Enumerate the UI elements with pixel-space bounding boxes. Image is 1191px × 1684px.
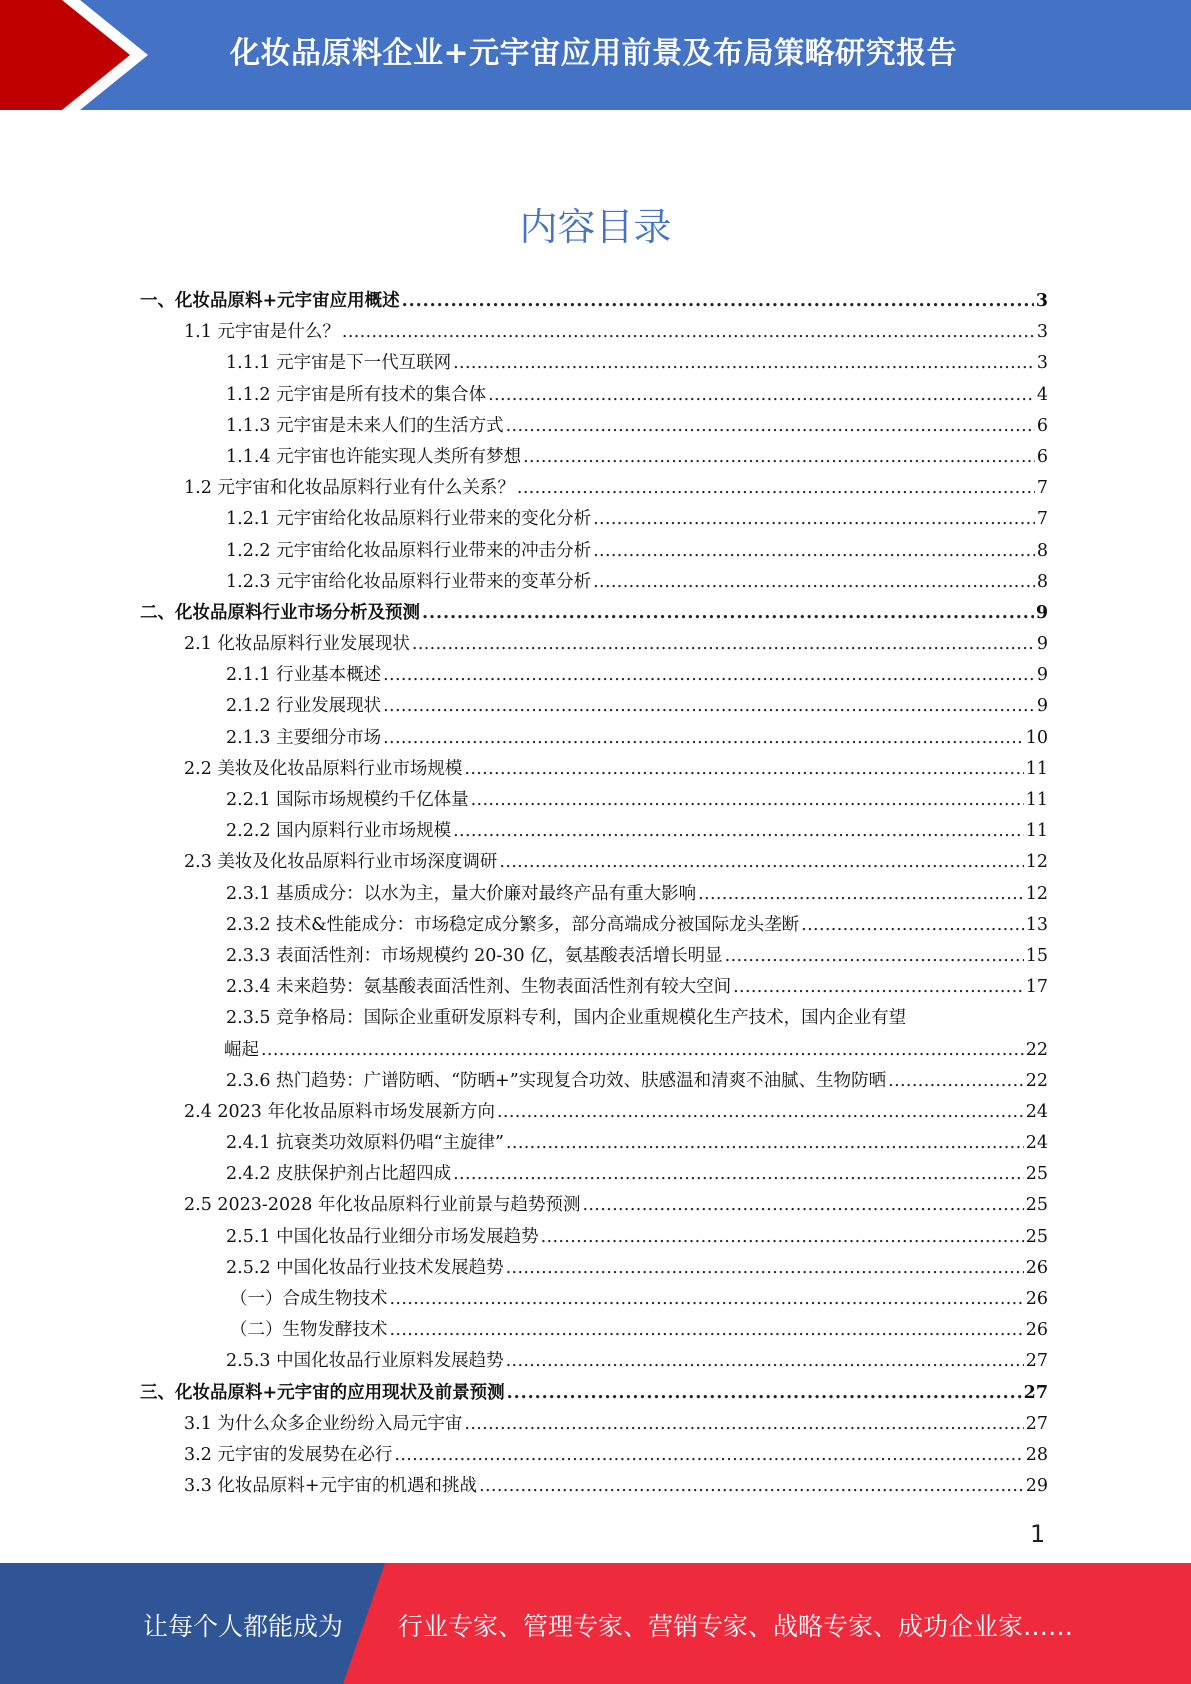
toc-entry[interactable] — [140, 1409, 1048, 1440]
toc-entry-page: 11 — [1025, 758, 1048, 779]
toc-entry-label: 2.1 化妆品原料行业发展现状 — [184, 634, 410, 655]
toc-entry-page: 3 — [1036, 353, 1048, 374]
toc-entry-label: 2.3 美妆及化妆品原料行业市场深度调研 — [184, 852, 498, 873]
toc-entry-label: 1.2.2 元宇宙给化妆品原料行业带来的冲击分析 — [226, 540, 592, 561]
toc-entry-page: 7 — [1036, 478, 1048, 499]
toc-leader-dots — [402, 286, 1034, 316]
footer-slogan-left: 让每个人都能成为 — [143, 1612, 344, 1641]
toc-entry-label: 1.1.2 元宇宙是所有技术的集合体 — [226, 384, 487, 405]
toc-entry-page: 8 — [1036, 540, 1048, 561]
toc-leader-dots — [383, 660, 1035, 690]
toc-leader-dots — [394, 1440, 1023, 1470]
toc-entry-label: 2.3.3 表面活性剂：市场规模约 20-30 亿，氨基酸表活增长明显 — [226, 945, 723, 966]
toc-leader-dots — [593, 504, 1035, 534]
toc-entry-page: 9 — [1036, 696, 1048, 717]
toc-entry-label: 2.3.4 未来趋势：氨基酸表面活性剂、生物表面活性剂有较大空间 — [226, 977, 732, 998]
toc-entry-label: （一）合成生物技术 — [230, 1289, 388, 1309]
toc-entry[interactable] — [140, 1066, 1048, 1097]
toc-chapter-entry[interactable] — [140, 286, 1048, 317]
toc-entry[interactable] — [140, 1128, 1048, 1159]
toc-leader-dots — [517, 473, 1035, 503]
toc-entry-page: 6 — [1036, 415, 1048, 436]
report-title: 化妆品原料企业+元宇宙应用前景及布局策略研究报告 — [230, 36, 958, 71]
toc-entry-page: 11 — [1025, 790, 1048, 810]
toc-entry-label: 2.5.2 中国化妆品行业技术发展趋势 — [226, 1257, 504, 1278]
toc-entry[interactable] — [140, 847, 1048, 878]
toc-entry-label: 1.2.1 元宇宙给化妆品原料行业带来的变化分析 — [226, 509, 592, 530]
toc-entry[interactable] — [140, 879, 1048, 910]
toc-leader-dots — [698, 879, 1024, 909]
toc-leader-dots — [507, 1378, 1022, 1408]
toc-leader-dots — [582, 1190, 1023, 1220]
toc-entry[interactable] — [140, 754, 1048, 785]
toc-leader-dots — [464, 754, 1023, 784]
toc-entry-page: 26 — [1025, 1320, 1048, 1341]
toc-entry-label: 3.1 为什么众多企业纷纷入局元宇宙 — [184, 1413, 463, 1434]
toc-entry[interactable] — [140, 1222, 1048, 1253]
toc-entry-page: 17 — [1025, 977, 1048, 998]
toc-entry-label: 2.2.1 国际市场规模约千亿体量 — [226, 790, 469, 810]
toc-leader-dots — [523, 442, 1035, 472]
toc-entry-label: 1.2 元宇宙和化妆品原料行业有什么关系？ — [184, 478, 515, 499]
toc-entry[interactable] — [140, 348, 1048, 379]
toc-entry[interactable] — [140, 1440, 1048, 1471]
toc-entry-page: 13 — [1025, 914, 1048, 935]
toc-entry-label: 3.3 化妆品原料+元宇宙的机遇和挑战 — [184, 1476, 478, 1497]
toc-entry-label: 1.1.3 元宇宙是未来人们的生活方式 — [226, 415, 504, 436]
toc-entry-page: 25 — [1025, 1164, 1048, 1185]
page-number: 1 — [1030, 1520, 1046, 1548]
toc-entry[interactable] — [140, 723, 1048, 754]
toc-entry-page: 22 — [1025, 1070, 1048, 1091]
toc-entry-page: 28 — [1025, 1444, 1048, 1465]
toc-entry-label: 2.3.5 竞争格局：国际企业重研发原料专利，国内企业重规模化生产技术，国内企业有望 — [226, 1008, 907, 1029]
toc-entry-page: 9 — [1035, 602, 1048, 623]
toc-leader-dots — [412, 629, 1035, 659]
toc-entry-label: 2.5 2023-2028 年化妆品原料行业前景与趋势预测 — [184, 1195, 581, 1216]
toc-leader-dots — [506, 1128, 1024, 1158]
toc-leader-dots — [733, 972, 1024, 1002]
toc-entry-continuation[interactable] — [140, 1035, 1048, 1066]
toc-entry-page: 3 — [1036, 322, 1048, 343]
toc-leader-dots — [422, 598, 1034, 628]
toc-entry-label: 一、化妆品原料+元宇宙应用概述 — [140, 291, 400, 311]
toc-entry-label: 2.1.3 主要细分市场 — [226, 727, 382, 748]
toc-entry-page: 10 — [1025, 727, 1048, 748]
toc-entry[interactable] — [140, 1003, 1048, 1034]
toc-entry-page: 25 — [1025, 1226, 1048, 1247]
toc-entry-label: 1.2.3 元宇宙给化妆品原料行业带来的变革分析 — [226, 571, 592, 592]
toc-entry-label: 2.2.2 国内原料行业市场规模 — [226, 821, 452, 842]
toc-leader-dots — [342, 317, 1035, 347]
toc-leader-dots — [499, 847, 1023, 877]
toc-entry[interactable] — [140, 536, 1048, 567]
toc-leader-dots — [453, 816, 1024, 846]
toc-leader-dots — [464, 1409, 1023, 1439]
toc-entry-label: 1.1.4 元宇宙也许能实现人类所有梦想 — [226, 446, 522, 467]
toc-entry-label: 1.1 元宇宙是什么？ — [184, 322, 340, 343]
toc-chapter-entry[interactable] — [140, 598, 1048, 629]
toc-entry-page: 12 — [1025, 883, 1048, 904]
toc-entry-page: 26 — [1025, 1257, 1048, 1278]
toc-entry[interactable] — [140, 504, 1048, 535]
toc-entry-label: 3.2 元宇宙的发展势在必行 — [184, 1444, 393, 1465]
toc-leader-dots — [506, 1346, 1024, 1376]
toc-entry[interactable] — [140, 785, 1048, 816]
toc-entry-label: 2.4 2023 年化妆品原料市场发展新方向 — [184, 1101, 495, 1122]
toc-entry-label: 2.4.1 抗衰类功效原料仍唱“主旋律” — [226, 1133, 504, 1154]
table-of-contents — [140, 286, 1048, 1502]
toc-heading: 内容目录 — [519, 205, 672, 249]
toc-entry[interactable] — [140, 691, 1048, 722]
toc-entry-page: 12 — [1025, 852, 1048, 873]
page-footer — [0, 1563, 1191, 1684]
toc-entry-page: 9 — [1036, 665, 1048, 686]
toc-entry[interactable] — [140, 1315, 1048, 1346]
toc-leader-dots — [471, 785, 1024, 815]
toc-entry-label: 1.1.1 元宇宙是下一代互联网 — [226, 353, 452, 374]
toc-entry-page: 8 — [1036, 571, 1048, 592]
footer-slogan-right: 行业专家、管理专家、营销专家、战略专家、成功企业家…… — [398, 1612, 1074, 1641]
toc-entry-label: 2.5.3 中国化妆品行业原料发展趋势 — [226, 1351, 504, 1372]
toc-entry-label: 2.4.2 皮肤保护剂占比超四成 — [226, 1164, 452, 1185]
toc-entry[interactable] — [140, 317, 1048, 348]
toc-entry-page: 7 — [1036, 509, 1048, 530]
toc-entry-page: 11 — [1025, 821, 1048, 842]
toc-entry[interactable] — [140, 380, 1048, 411]
toc-leader-dots — [390, 1284, 1024, 1314]
toc-entry-page: 27 — [1023, 1382, 1048, 1403]
toc-entry[interactable] — [140, 473, 1048, 504]
toc-entry-label: 2.3.6 热门趋势：广谱防晒、“防晒+”实现复合功效、肤感温和清爽不油腻、生物防晒 — [226, 1070, 887, 1091]
toc-entry[interactable] — [140, 1284, 1048, 1315]
toc-leader-dots — [488, 380, 1035, 410]
toc-leader-dots — [383, 723, 1024, 753]
toc-entry-label: 二、化妆品原料行业市场分析及预测 — [140, 602, 420, 623]
toc-leader-dots — [593, 536, 1035, 566]
toc-entry-label-continued: 崛起 — [224, 1039, 259, 1060]
toc-entry-label: 2.1.2 行业发展现状 — [226, 696, 382, 717]
toc-entry[interactable] — [140, 629, 1048, 660]
toc-leader-dots — [725, 941, 1024, 971]
toc-leader-dots — [453, 348, 1035, 378]
toc-leader-dots — [497, 1097, 1024, 1127]
toc-entry-page: 25 — [1025, 1195, 1048, 1216]
toc-chapter-entry[interactable] — [140, 1378, 1048, 1409]
toc-entry-page: 27 — [1025, 1413, 1048, 1434]
toc-entry[interactable] — [140, 941, 1048, 972]
toc-entry-label: （二）生物发酵技术 — [230, 1320, 388, 1341]
toc-leader-dots — [261, 1035, 1024, 1065]
toc-entry-page: 27 — [1025, 1351, 1048, 1372]
toc-entry[interactable] — [140, 1471, 1048, 1502]
toc-leader-dots — [506, 411, 1035, 441]
page-header — [0, 0, 1191, 110]
toc-entry-label: 2.2 美妆及化妆品原料行业市场规模 — [184, 758, 463, 779]
toc-entry-page: 29 — [1025, 1476, 1048, 1497]
toc-entry-label: 2.3.2 技术&性能成分：市场稳定成分繁多，部分高端成分被国际龙头垄断 — [226, 914, 800, 935]
toc-entry[interactable] — [140, 1253, 1048, 1284]
toc-leader-dots — [888, 1066, 1024, 1096]
toc-entry[interactable] — [140, 1346, 1048, 1377]
toc-entry-page: 24 — [1025, 1133, 1048, 1154]
toc-leader-dots — [479, 1471, 1024, 1501]
toc-entry[interactable] — [140, 910, 1048, 941]
toc-entry-page: 24 — [1025, 1101, 1048, 1122]
toc-entry-page: 15 — [1025, 945, 1048, 966]
toc-leader-dots — [541, 1222, 1024, 1252]
toc-entry[interactable] — [140, 442, 1048, 473]
toc-entry[interactable] — [140, 411, 1048, 442]
toc-entry-page: 22 — [1025, 1039, 1048, 1060]
toc-entry[interactable] — [140, 1159, 1048, 1190]
toc-leader-dots — [593, 567, 1035, 597]
toc-entry-page: 26 — [1025, 1289, 1048, 1309]
toc-entry-page: 4 — [1036, 384, 1048, 405]
toc-entry[interactable] — [140, 567, 1048, 598]
toc-leader-dots — [390, 1315, 1024, 1345]
toc-leader-dots — [801, 910, 1024, 940]
toc-entry-label: 三、化妆品原料+元宇宙的应用现状及前景预测 — [140, 1382, 505, 1403]
toc-entry[interactable] — [140, 1190, 1048, 1221]
toc-entry-label: 2.1.1 行业基本概述 — [226, 665, 382, 686]
toc-entry[interactable] — [140, 816, 1048, 847]
toc-leader-dots — [506, 1253, 1024, 1283]
toc-entry-label: 2.5.1 中国化妆品行业细分市场发展趋势 — [226, 1226, 539, 1247]
toc-entry[interactable] — [140, 1097, 1048, 1128]
toc-entry-label: 2.3.1 基质成分：以水为主，量大价廉对最终产品有重大影响 — [226, 883, 697, 904]
toc-entry-page: 3 — [1035, 291, 1048, 311]
toc-entry[interactable] — [140, 660, 1048, 691]
toc-leader-dots — [383, 691, 1035, 721]
toc-entry-page: 6 — [1036, 446, 1048, 467]
toc-entry-page: 9 — [1036, 634, 1048, 655]
toc-entry[interactable] — [140, 972, 1048, 1003]
toc-leader-dots — [453, 1159, 1024, 1189]
